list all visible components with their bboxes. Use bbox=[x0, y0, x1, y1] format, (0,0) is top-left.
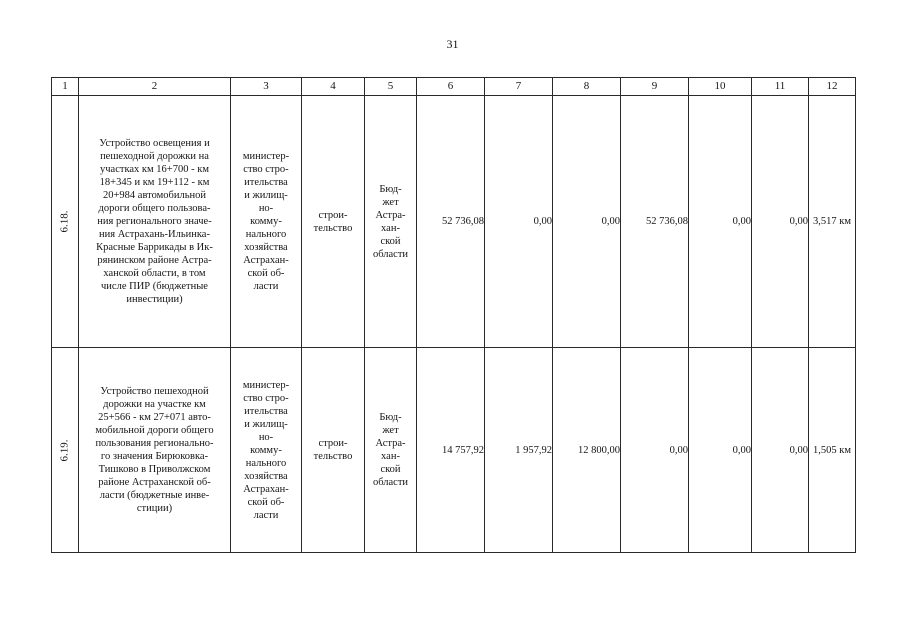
description-cell: Устройство пешеходной дорожки на участке км 25+566 - км 27+071 авто- мобильной дороги общего пользования регионально- го значения Бирюковка- Тишково в Приволжском районе Астраханской об- ласти (бюджетные инве- стиции) bbox=[79, 348, 231, 553]
header-row bbox=[52, 78, 856, 96]
header-cell: 8 bbox=[553, 78, 621, 96]
value-cell-12: 1,505 км bbox=[809, 348, 856, 553]
header-cell: 5 bbox=[365, 78, 417, 96]
header-cell: 9 bbox=[621, 78, 689, 96]
value-cell-12: 3,517 км bbox=[809, 96, 856, 348]
value-cell-11: 0,00 bbox=[752, 348, 809, 553]
header-cell: 2 bbox=[79, 78, 231, 96]
row-number-cell bbox=[52, 96, 79, 348]
value-cell-9: 0,00 bbox=[621, 348, 689, 553]
row-number: 6.19. bbox=[58, 439, 71, 461]
table-row bbox=[52, 96, 856, 348]
header-cell: 11 bbox=[752, 78, 809, 96]
customer-cell: министер- ство стро- ительства и жилищ- но- комму- нального хозяйства Астрахан- ской об- ласти bbox=[231, 348, 302, 553]
value-cell-10: 0,00 bbox=[689, 96, 752, 348]
customer-cell: министер- ство стро- ительства и жилищ- но- комму- нального хозяйства Астрахан- ской об- ласти bbox=[231, 96, 302, 348]
page-number: 31 bbox=[446, 37, 459, 51]
row-number: 6.18. bbox=[58, 210, 71, 233]
description-cell: Устройство освещения и пешеходной дорожки на участках км 16+700 - км 18+345 и км 19+112 - км 20+984 автомобильной дороги общего пользова- ния регионального значе- ния Астрахань-Ильинка- Красные Баррикады в Ик- рянинском районе Астра- ханской области, в том числе ПИР (бюджетные инвестиции) bbox=[79, 96, 231, 348]
funding-source-cell: Бюд- жет Астра- хан- ской области bbox=[365, 96, 417, 348]
value-cell-6: 52 736,08 bbox=[417, 96, 485, 348]
header-cell: 7 bbox=[485, 78, 553, 96]
header-cell: 12 bbox=[809, 78, 856, 96]
value-cell-8: 12 800,00 bbox=[553, 348, 621, 553]
header-cell: 6 bbox=[417, 78, 485, 96]
header-cell: 3 bbox=[231, 78, 302, 96]
work-type-cell: строи- тельство bbox=[302, 348, 365, 553]
funding-source-cell: Бюд- жет Астра- хан- ской области bbox=[365, 348, 417, 553]
value-cell-7: 1 957,92 bbox=[485, 348, 553, 553]
header-cell: 1 bbox=[52, 78, 79, 96]
row-number-cell bbox=[52, 348, 79, 553]
value-cell-10: 0,00 bbox=[689, 348, 752, 553]
value-cell-7: 0,00 bbox=[485, 96, 553, 348]
value-cell-9: 52 736,08 bbox=[621, 96, 689, 348]
budget-table bbox=[51, 77, 856, 553]
header-cell: 4 bbox=[302, 78, 365, 96]
work-type-cell: строи- тельство bbox=[302, 96, 365, 348]
table-row bbox=[52, 348, 856, 553]
value-cell-6: 14 757,92 bbox=[417, 348, 485, 553]
header-cell: 10 bbox=[689, 78, 752, 96]
value-cell-8: 0,00 bbox=[553, 96, 621, 348]
value-cell-11: 0,00 bbox=[752, 96, 809, 348]
